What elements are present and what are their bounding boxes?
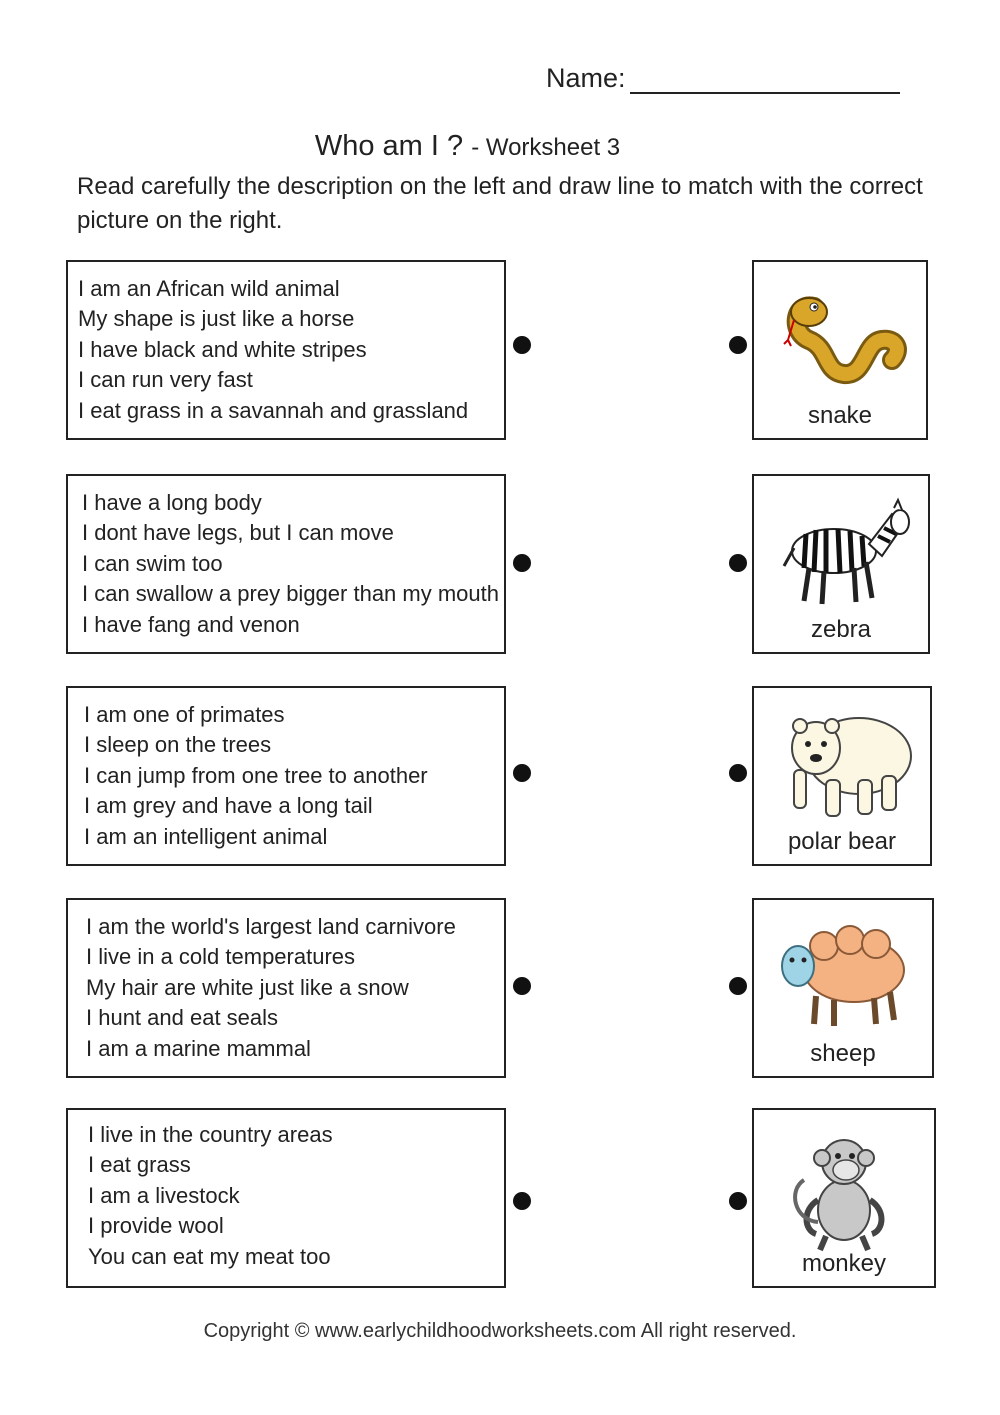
match-dot-right[interactable] (729, 336, 747, 354)
picture-label: snake (807, 402, 873, 429)
description-line: My shape is just like a horse (78, 306, 355, 332)
picture-card-polar-bear (752, 686, 932, 866)
copyright: Copyright © www.earlychildhoodworksheets.com All right reserved. (203, 1320, 797, 1342)
description-line: I can jump from one tree to another (84, 762, 428, 788)
description-line: I sleep on the trees (84, 732, 272, 758)
description-line: I eat grass in a savannah and grassland (78, 397, 469, 423)
description-box (66, 474, 506, 654)
description-line: I am a marine mammal (86, 1035, 311, 1061)
title-sub: - Worksheet 3 (471, 134, 621, 161)
picture-label: polar bear (787, 828, 897, 855)
picture-label: monkey (801, 1250, 887, 1277)
description-line: I can swallow a prey bigger than my mouth (82, 581, 499, 607)
description-line: I eat grass (88, 1152, 191, 1178)
match-dot-right[interactable] (729, 1192, 747, 1210)
match-dot-left[interactable] (513, 1192, 531, 1210)
description-line: I have fang and venon (82, 611, 300, 637)
description-line: I am an African wild animal (78, 276, 340, 301)
picture-card-monkey (752, 1108, 936, 1288)
match-dot-right[interactable] (729, 977, 747, 995)
instructions: Read carefully the description on the left and draw line to match with the correct picture on the right. (77, 173, 923, 234)
name-blank-line[interactable] (630, 62, 900, 94)
picture-label: sheep (810, 1040, 876, 1067)
description-box (66, 260, 506, 440)
description-line: I am an intelligent animal (84, 823, 328, 849)
picture-card-zebra (752, 474, 930, 654)
picture-card-sheep (752, 898, 934, 1078)
worksheet-title (0, 130, 935, 163)
picture-card-snake (752, 260, 928, 440)
name-label: Name: (546, 63, 626, 93)
description-line: You can eat my meat too (88, 1243, 331, 1269)
description-line: I dont have legs, but I can move (82, 520, 394, 546)
description-box (66, 686, 506, 866)
description-line: I have black and white stripes (78, 336, 367, 362)
match-dot-left[interactable] (513, 336, 531, 354)
description-line: I am the world's largest land carnivore (86, 914, 456, 939)
description-line: I am one of primates (84, 702, 285, 727)
picture-label: zebra (810, 616, 872, 643)
description-line: I provide wool (88, 1213, 224, 1239)
description-box (66, 1108, 506, 1288)
name-field[interactable] (546, 62, 900, 94)
match-dot-left[interactable] (513, 764, 531, 782)
match-dot-left[interactable] (513, 977, 531, 995)
title-main: Who am I ? (314, 130, 464, 162)
match-dot-right[interactable] (729, 764, 747, 782)
description-line: I can swim too (82, 550, 223, 576)
description-line: I am grey and have a long tail (84, 793, 373, 819)
description-line: I live in the country areas (88, 1122, 333, 1147)
description-line: I have a long body (82, 490, 262, 515)
description-line: I am a livestock (88, 1182, 240, 1208)
match-dot-right[interactable] (729, 554, 747, 572)
description-line: I hunt and eat seals (86, 1005, 279, 1031)
description-box (66, 898, 506, 1078)
description-line: I can run very fast (78, 367, 253, 393)
description-line: I live in a cold temperatures (86, 944, 356, 970)
match-dot-left[interactable] (513, 554, 531, 572)
description-line: My hair are white just like a snow (86, 974, 409, 1000)
